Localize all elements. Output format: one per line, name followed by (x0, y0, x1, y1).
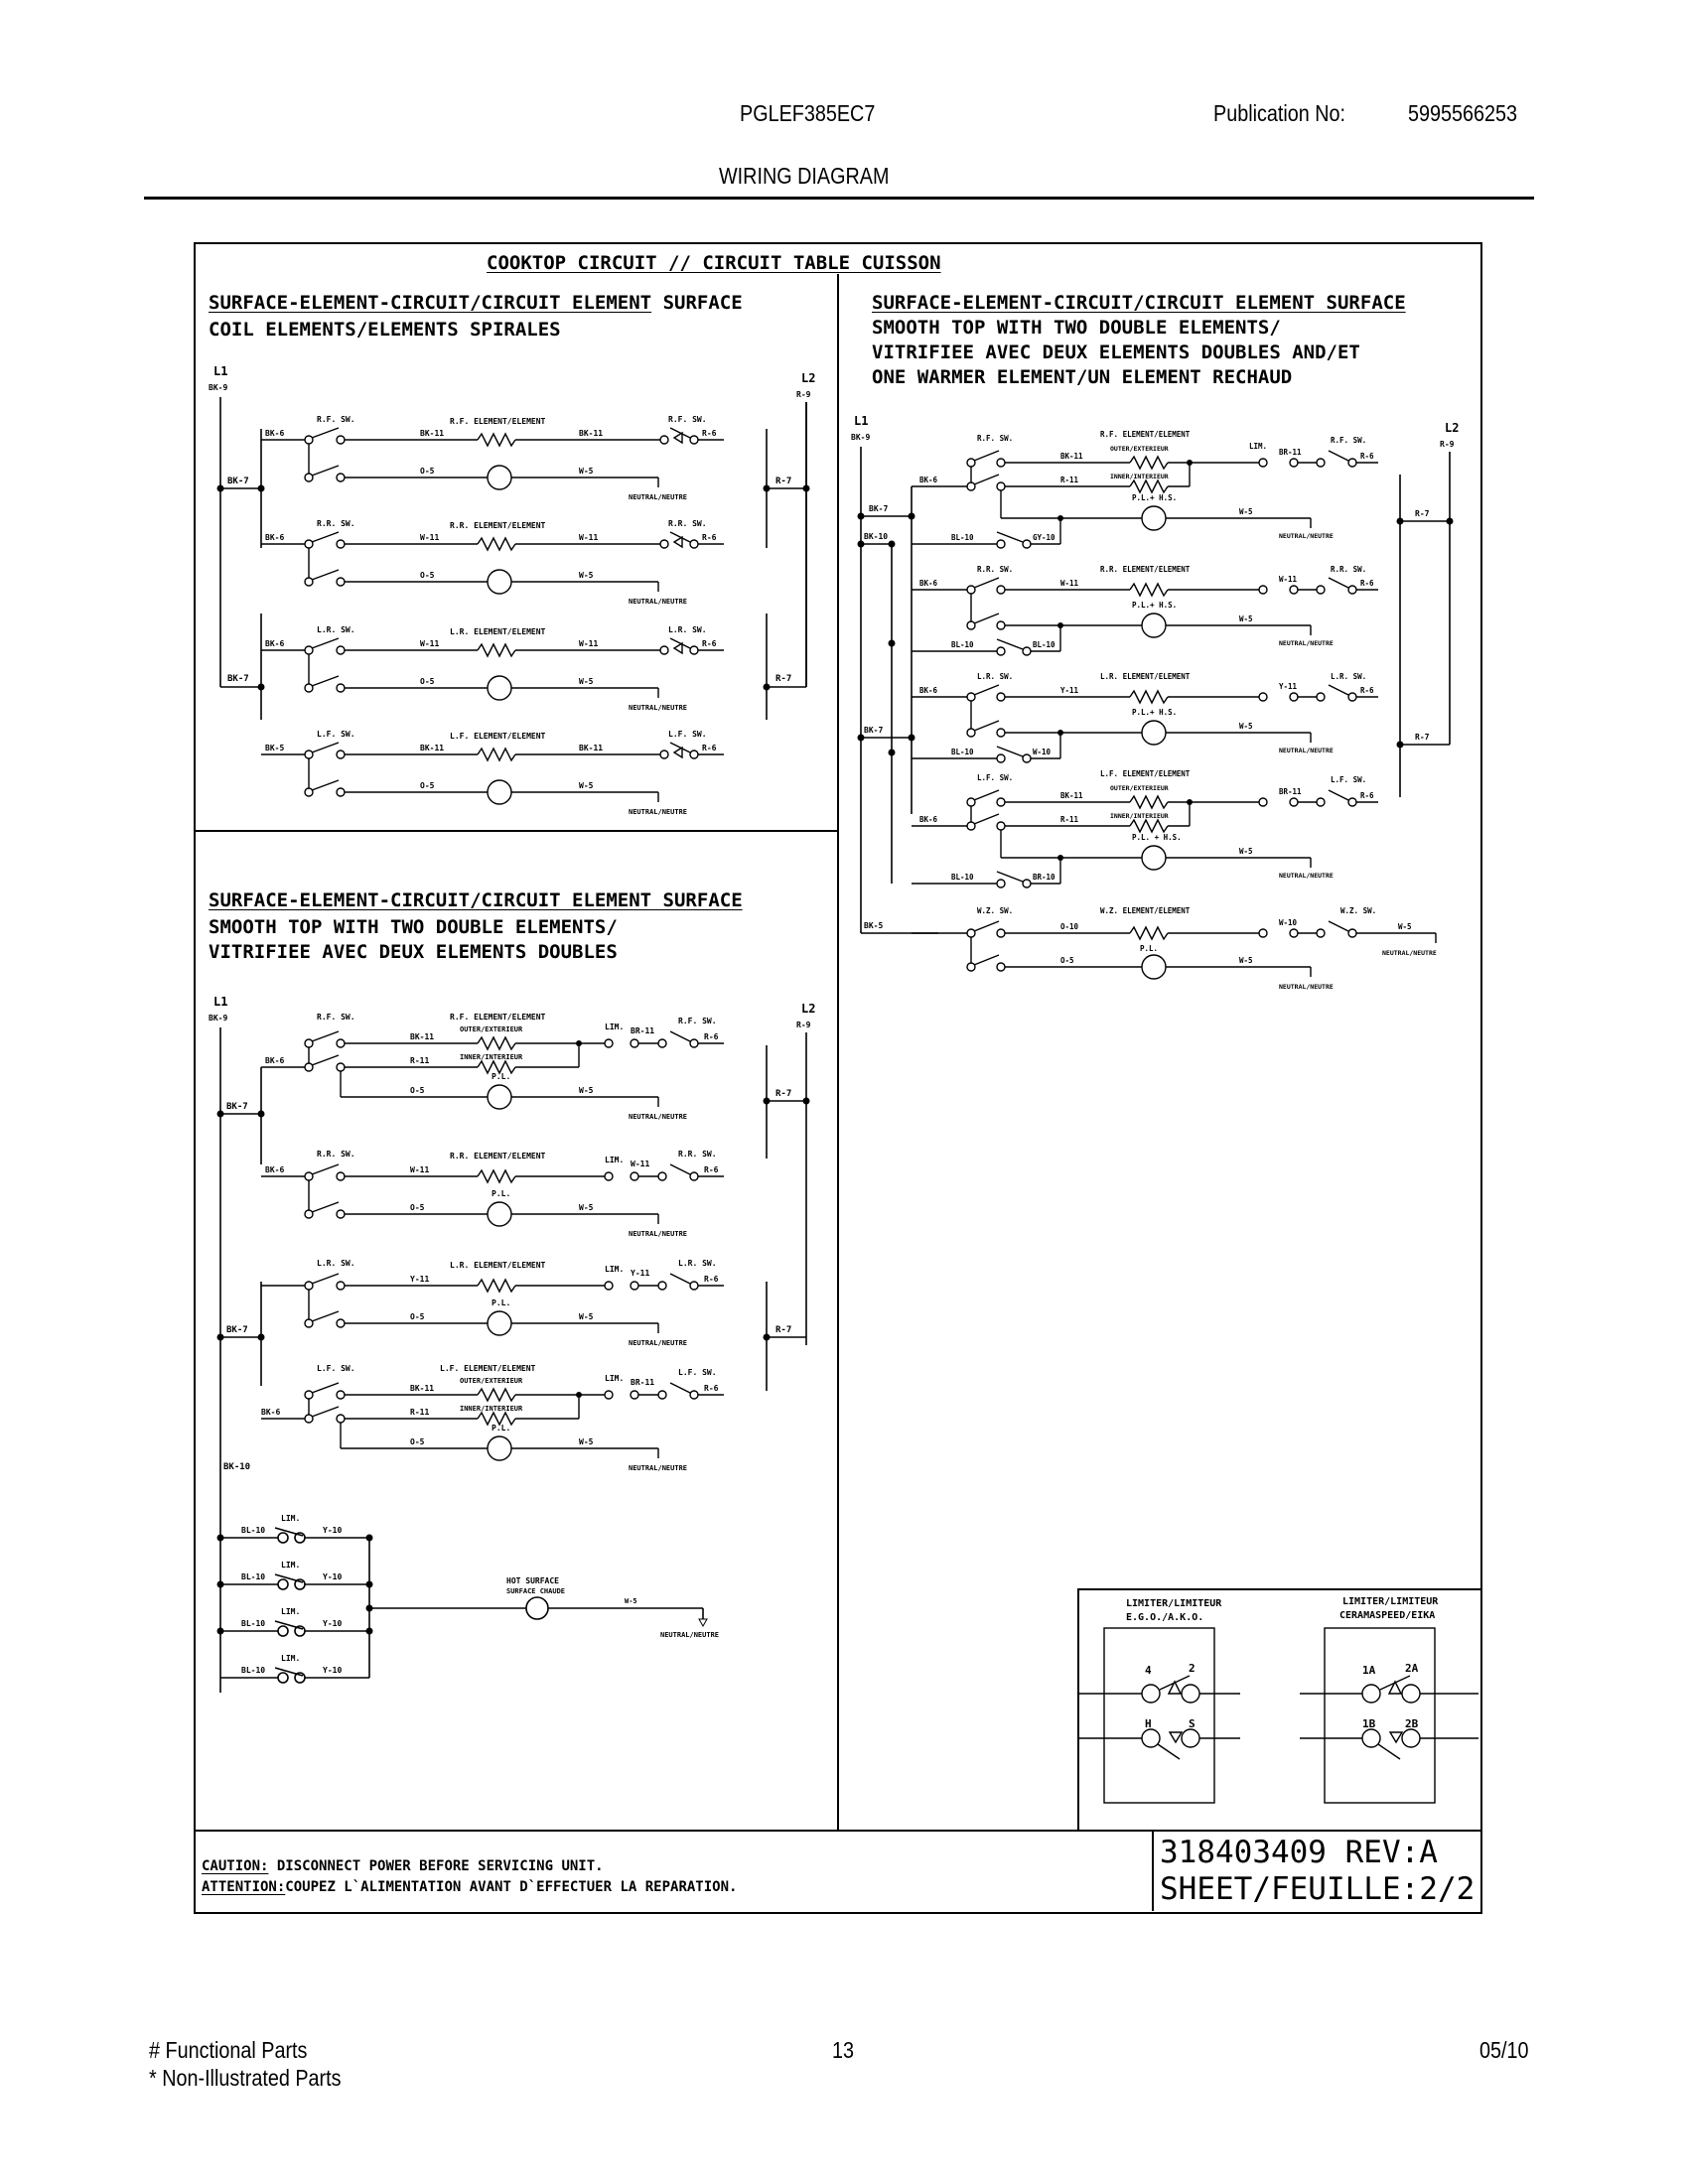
coil-lr-pl-out: W-5 (579, 677, 594, 686)
smooth-lf-return: R-6 (704, 1384, 719, 1393)
limiter-cera-title2: CERAMASPEED/EIKA (1339, 1610, 1436, 1621)
coil-rr-pl-out: W-5 (579, 571, 594, 580)
cera-terminal-1a: 1A (1362, 1664, 1376, 1677)
coil-rr-switch-label-right: R.R. SW. (668, 519, 707, 528)
smooth-rr-pl: P.L. (492, 1189, 511, 1198)
coil-rf-return: R-6 (702, 429, 717, 438)
smooth-lr-element: L.R. ELEMENT/ELEMENT (450, 1261, 546, 1270)
coil-bus-bk7-lower: BK-7 (227, 674, 249, 684)
coil-lr-wire-out: W-11 (579, 639, 599, 648)
coil-lf-wire-out: BK-11 (579, 744, 604, 752)
smooth-l2-wire: R-9 (796, 1021, 811, 1029)
smooth-bus-bk7-lower: BK-7 (226, 1325, 248, 1335)
warmer-lf-hs-in: BL-10 (951, 873, 974, 882)
warmer-lf-outer: OUTER/EXTERIEUR (1110, 784, 1169, 792)
coil-lr-switch-label-right: L.R. SW. (668, 625, 707, 634)
warmer-l1-label: L1 (854, 414, 869, 428)
smooth-rr-switch: R.R. SW. (317, 1150, 355, 1159)
smooth-rf-outer: OUTER/EXTERIEUR (460, 1025, 523, 1033)
hs-wire-out-3: Y-10 (323, 1619, 343, 1628)
caution-text: DISCONNECT POWER BEFORE SERVICING UNIT. (268, 1858, 604, 1874)
coil-rr-switch-label: R.R. SW. (317, 519, 355, 528)
smooth-rf-neutral: NEUTRAL/NEUTRE (629, 1113, 688, 1121)
warmer-l2-label: L2 (1445, 421, 1460, 435)
smooth-rr-lim-wire: W-11 (631, 1160, 650, 1168)
hs-limiter-4: LIM. (281, 1654, 301, 1663)
coil-lf-return: R-6 (702, 744, 717, 752)
smooth-rf-pl: P.L. (492, 1072, 511, 1081)
smooth-rf-wire-outer: BK-11 (410, 1032, 435, 1041)
warmer-rf-wire-outer: BK-11 (1060, 452, 1083, 461)
smooth-lf-outer: OUTER/EXTERIEUR (460, 1377, 523, 1385)
hot-surface-label: HOT SURFACE (506, 1576, 559, 1585)
smooth-rr-wire-in: W-11 (410, 1165, 430, 1174)
caution-label: CAUTION: (202, 1858, 269, 1874)
hs-neutral-wire: W-5 (625, 1597, 637, 1605)
warmer-rf-hs-in: BL-10 (951, 533, 974, 542)
smooth-panel-subtitle-2: VITRIFIEE AVEC DEUX ELEMENTS DOUBLES (209, 941, 618, 963)
warmer-rr-switch-right: R.R. SW. (1331, 565, 1367, 574)
coil-rf-switch-label: R.F. SW. (317, 415, 355, 424)
warmer-rf-wire-inner: R-11 (1060, 476, 1079, 484)
warmer-panel-title: SURFACE-ELEMENT-CIRCUIT/CIRCUIT ELEMENT SURFACE (872, 292, 1406, 314)
warmer-lr-hs-out: W-10 (1033, 748, 1052, 756)
warmer-lr-neutral: NEUTRAL/NEUTRE (1279, 747, 1334, 754)
smooth-bus-r7-lower: R-7 (775, 1325, 792, 1335)
smooth-l1-wire: BK-9 (209, 1014, 228, 1023)
model-number: PGLEF385EC7 (740, 100, 876, 126)
smooth-lf-pl-out: W-5 (579, 1437, 594, 1446)
warmer-rr-feed: BK-6 (919, 579, 938, 588)
warmer-lf-wire-inner: R-11 (1060, 815, 1079, 824)
smooth-lr-lim-wire: Y-11 (631, 1269, 650, 1278)
smooth-lr-switch: L.R. SW. (317, 1259, 355, 1268)
smooth-lr-pl: P.L. (492, 1298, 511, 1307)
hs-limiter-2: LIM. (281, 1561, 301, 1570)
smooth-lf-pl-in: O-5 (410, 1437, 425, 1446)
smooth-l2-label: L2 (801, 1002, 816, 1016)
warmer-rf-hs-out: GY-10 (1033, 533, 1055, 542)
warmer-rf-inner: INNER/INTERIEUR (1110, 473, 1169, 480)
smooth-lr-wire-in: Y-11 (410, 1275, 430, 1284)
warmer-lr-wire-in: Y-11 (1060, 686, 1079, 695)
warmer-bus-bk7-lower: BK-7 (864, 726, 884, 735)
warmer-wz-neutral-right: NEUTRAL/NEUTRE (1382, 949, 1437, 957)
warmer-lf-switch-right: L.F. SW. (1331, 775, 1367, 784)
header-rule (144, 197, 1534, 200)
smooth-rr-pl-in: O-5 (410, 1203, 425, 1212)
coil-l1-wire: BK-9 (209, 383, 228, 392)
warmer-lf-neutral: NEUTRAL/NEUTRE (1279, 872, 1334, 880)
coil-rf-element-label: R.F. ELEMENT/ELEMENT (450, 417, 546, 426)
warmer-lf-inner: INNER/INTERIEUR (1110, 812, 1169, 820)
coil-rf-switch-label-right: R.F. SW. (668, 415, 707, 424)
coil-rr-wire-in: W-11 (420, 533, 440, 542)
coil-lf-wire-in: BK-11 (420, 744, 445, 752)
coil-lr-element-label: L.R. ELEMENT/ELEMENT (450, 627, 546, 636)
publication-number: 5995566253 (1408, 100, 1518, 126)
coil-lf-pl-in: O-5 (420, 781, 435, 790)
coil-bus-r7: R-7 (775, 477, 792, 486)
warmer-wz-pl: P.L. (1140, 944, 1159, 953)
caution-line-fr (202, 1879, 737, 1895)
smooth-rf-pl-out: W-5 (579, 1086, 594, 1095)
smooth-lr-pl-in: O-5 (410, 1312, 425, 1321)
hs-neutral-label: NEUTRAL/NEUTRE (660, 1631, 720, 1639)
sheet-number: SHEET/FEUILLE:2/2 (1160, 1871, 1476, 1907)
warmer-rf-element: R.F. ELEMENT/ELEMENT (1100, 430, 1191, 439)
coil-lf-neutral: NEUTRAL/NEUTRE (629, 808, 688, 816)
attention-label: ATTENTION: (202, 1879, 286, 1895)
surface-chaude-label: SURFACE CHAUDE (506, 1587, 566, 1595)
warmer-lf-element: L.F. ELEMENT/ELEMENT (1100, 769, 1191, 778)
coil-lf-element-label: L.F. ELEMENT/ELEMENT (450, 732, 546, 741)
warmer-rr-hs-in: BL-10 (951, 640, 974, 649)
coil-rf-wire-in: BK-11 (420, 429, 445, 438)
coil-lr-switch-label: L.R. SW. (317, 625, 355, 634)
cooktop-circuit-title: COOKTOP CIRCUIT // CIRCUIT TABLE CUISSON (487, 252, 941, 274)
smooth-rr-return: R-6 (704, 1165, 719, 1174)
smooth-rf-wire-inner: R-11 (410, 1056, 430, 1065)
coil-lf-feed: BK-5 (265, 744, 285, 752)
smooth-rf-switch-right: R.F. SW. (678, 1017, 717, 1025)
smooth-lf-pl: P.L. (492, 1424, 511, 1433)
smooth-lr-neutral: NEUTRAL/NEUTRE (629, 1339, 688, 1347)
revision-date: 05/10 (1479, 2037, 1529, 2063)
warmer-wz-switch: W.Z. SW. (977, 906, 1014, 915)
smooth-lf-switch-right: L.F. SW. (678, 1368, 717, 1377)
smooth-rr-element: R.R. ELEMENT/ELEMENT (450, 1152, 546, 1160)
warmer-wz-neutral: NEUTRAL/NEUTRE (1279, 983, 1334, 991)
smooth-rf-element: R.F. ELEMENT/ELEMENT (450, 1013, 546, 1022)
warmer-wz-lim-wire: W-10 (1279, 918, 1298, 927)
warmer-lr-hs-in: BL-10 (951, 748, 974, 756)
warmer-bus-bk7: BK-7 (869, 504, 889, 513)
ego-terminal-2: 2 (1189, 1662, 1196, 1675)
coil-rr-return: R-6 (702, 533, 717, 542)
smooth-rf-inner: INNER/INTERIEUR (460, 1053, 523, 1061)
cera-terminal-2b: 2B (1405, 1717, 1419, 1730)
coil-panel-title-rest: SURFACE (651, 292, 743, 314)
coil-rf-pl-out: W-5 (579, 467, 594, 476)
coil-rf-feed: BK-6 (265, 429, 285, 438)
warmer-feed-bk5: BK-5 (864, 921, 884, 930)
coil-bus-bk7: BK-7 (227, 477, 249, 486)
smooth-panel-subtitle-1: SMOOTH TOP WITH TWO DOUBLE ELEMENTS/ (209, 916, 618, 938)
warmer-panel-subtitle-1: SMOOTH TOP WITH TWO DOUBLE ELEMENTS/ (872, 317, 1281, 339)
smooth-rr-neutral: NEUTRAL/NEUTRE (629, 1230, 688, 1238)
warmer-lr-switch-right: L.R. SW. (1331, 672, 1367, 681)
warmer-rr-lim-wire: W-11 (1279, 575, 1298, 584)
smooth-rf-limiter: LIM. (605, 1023, 625, 1031)
title-block-divider (1152, 1830, 1154, 1911)
smooth-l1-label: L1 (213, 995, 228, 1009)
warmer-l1-wire: BK-9 (851, 433, 871, 442)
legend-functional-parts: # Functional Parts (149, 2037, 308, 2063)
coil-rr-wire-out: W-11 (579, 533, 599, 542)
warmer-lr-element: L.R. ELEMENT/ELEMENT (1100, 672, 1191, 681)
limiter-cera-title1: LIMITER/LIMITEUR (1342, 1596, 1439, 1607)
publication-label: Publication No: (1213, 100, 1346, 126)
warmer-rf-switch: R.F. SW. (977, 434, 1014, 443)
warmer-lf-hs-out: BR-10 (1033, 873, 1055, 882)
warmer-wz-wire-in: O-10 (1060, 922, 1079, 931)
warmer-lf-feed: BK-6 (919, 815, 938, 824)
smooth-rf-pl-in: O-5 (410, 1086, 425, 1095)
coil-rf-neutral: NEUTRAL/NEUTRE (629, 493, 688, 501)
warmer-bus-bk10: BK-10 (864, 532, 889, 541)
ego-terminal-4: 4 (1145, 1664, 1152, 1677)
panel-divider-horizontal (194, 830, 839, 832)
smooth-bus-bk7: BK-7 (226, 1102, 248, 1112)
smooth-bus-r7: R-7 (775, 1089, 792, 1099)
smooth-lf-wire-outer: BK-11 (410, 1384, 435, 1393)
warmer-lf-switch: L.F. SW. (977, 773, 1014, 782)
warmer-rf-return: R-6 (1360, 452, 1374, 461)
warmer-rf-lim-wire: BR-11 (1279, 448, 1302, 457)
attention-text: COUPEZ L`ALIMENTATION AVANT D`EFFECTUER LA REPARATION. (285, 1879, 738, 1895)
coil-lf-switch-label-right: L.F. SW. (668, 730, 707, 739)
coil-lr-wire-in: W-11 (420, 639, 440, 648)
warmer-lr-lim-wire: Y-11 (1279, 682, 1298, 691)
coil-lr-neutral: NEUTRAL/NEUTRE (629, 704, 688, 712)
warmer-rr-hs-out: BL-10 (1033, 640, 1055, 649)
warmer-panel-subtitle-3: ONE WARMER ELEMENT/UN ELEMENT RECHAUD (872, 366, 1293, 388)
smooth-rr-limiter: LIM. (605, 1156, 625, 1164)
coil-rr-feed: BK-6 (265, 533, 285, 542)
smooth-rr-feed: BK-6 (265, 1165, 285, 1174)
warmer-rr-return: R-6 (1360, 579, 1374, 588)
smooth-rr-switch-right: R.R. SW. (678, 1150, 717, 1159)
coil-rr-neutral: NEUTRAL/NEUTRE (629, 598, 688, 606)
warmer-lf-wire-outer: BK-11 (1060, 791, 1083, 800)
warmer-circuit-rows (912, 427, 1448, 1003)
warmer-rr-switch: R.R. SW. (977, 565, 1014, 574)
smooth-rf-feed: BK-6 (265, 1056, 285, 1065)
coil-rr-pl-in: O-5 (420, 571, 435, 580)
warmer-lf-return: R-6 (1360, 791, 1374, 800)
warmer-lr-feed: BK-6 (919, 686, 938, 695)
warmer-bus-r7-lower: R-7 (1415, 733, 1430, 742)
warmer-rf-pl: P.L.+ H.S. (1132, 493, 1178, 502)
smooth-lr-limiter: LIM. (605, 1265, 625, 1274)
warmer-wz-pl-in: O-5 (1060, 956, 1074, 965)
coil-lr-feed: BK-6 (265, 639, 285, 648)
limiter-ego-title2: E.G.O./A.K.O. (1126, 1612, 1204, 1623)
cera-terminal-1b: 1B (1362, 1717, 1376, 1730)
smooth-circuit-rows (261, 1008, 777, 1474)
coil-rr-element-label: R.R. ELEMENT/ELEMENT (450, 521, 546, 530)
warmer-rf-pl-out: W-5 (1239, 507, 1253, 516)
hs-wire-out-1: Y-10 (323, 1526, 343, 1535)
hs-wire-out-2: Y-10 (323, 1572, 343, 1581)
smooth-bus-bk10: BK-10 (223, 1462, 251, 1472)
warmer-lr-pl: P.L.+ H.S. (1132, 708, 1178, 717)
caution-line-en (202, 1858, 604, 1874)
coil-l2-label: L2 (801, 371, 816, 385)
smooth-rr-pl-out: W-5 (579, 1203, 594, 1212)
warmer-lf-pl: P.L. + H.S. (1132, 833, 1182, 842)
warmer-rr-neutral: NEUTRAL/NEUTRE (1279, 639, 1334, 647)
smooth-panel-title: SURFACE-ELEMENT-CIRCUIT/CIRCUIT ELEMENT SURFACE (209, 889, 743, 911)
hs-wire-in-1: BL-10 (241, 1526, 266, 1535)
coil-lf-pl-out: W-5 (579, 781, 594, 790)
coil-circuit-rows (261, 412, 777, 829)
warmer-rr-pl: P.L.+ H.S. (1132, 601, 1178, 610)
smooth-rf-return: R-6 (704, 1032, 719, 1041)
warmer-wz-return: W-5 (1398, 922, 1412, 931)
coil-l1-label: L1 (213, 364, 228, 378)
coil-panel-title-underlined: SURFACE-ELEMENT-CIRCUIT/CIRCUIT ELEMENT (209, 292, 652, 314)
warmer-bus-r7: R-7 (1415, 509, 1430, 518)
warmer-rf-switch-right: R.F. SW. (1331, 436, 1367, 445)
hs-wire-in-3: BL-10 (241, 1619, 266, 1628)
warmer-wz-element: W.Z. ELEMENT/ELEMENT (1100, 906, 1191, 915)
page-title: WIRING DIAGRAM (719, 163, 890, 189)
hs-wire-in-2: BL-10 (241, 1572, 266, 1581)
coil-panel-subtitle: COIL ELEMENTS/ELEMENTS SPIRALES (209, 319, 561, 341)
coil-rf-wire-out: BK-11 (579, 429, 604, 438)
warmer-lr-pl-out: W-5 (1239, 722, 1253, 731)
smooth-lr-return: R-6 (704, 1275, 719, 1284)
document-number: 318403409 REV:A (1160, 1835, 1438, 1870)
coil-rf-pl-in: O-5 (420, 467, 435, 476)
smooth-lr-switch-right: L.R. SW. (678, 1259, 717, 1268)
warmer-rf-feed: BK-6 (919, 476, 938, 484)
warmer-rf-limiter: LIM. (1249, 442, 1268, 451)
warmer-wz-pl-out: W-5 (1239, 956, 1253, 965)
smooth-lf-feed: BK-6 (261, 1408, 281, 1417)
warmer-lf-pl-out: W-5 (1239, 847, 1253, 856)
hs-wire-in-4: BL-10 (241, 1666, 266, 1675)
warmer-lr-return: R-6 (1360, 686, 1374, 695)
coil-panel-title (209, 291, 743, 316)
warmer-panel-subtitle-2: VITRIFIEE AVEC DEUX ELEMENTS DOUBLES AND/ET (872, 341, 1360, 363)
limiter-legend (1079, 1590, 1478, 1829)
ego-terminal-h: H (1145, 1717, 1152, 1730)
coil-lf-switch-label: L.F. SW. (317, 730, 355, 739)
smooth-rf-switch: R.F. SW. (317, 1013, 355, 1022)
coil-lr-return: R-6 (702, 639, 717, 648)
warmer-rf-neutral: NEUTRAL/NEUTRE (1279, 532, 1334, 540)
warmer-l2-wire: R-9 (1440, 440, 1455, 449)
coil-lr-pl-in: O-5 (420, 677, 435, 686)
warmer-rf-outer: OUTER/EXTERIEUR (1110, 445, 1169, 453)
smooth-lf-limiter: LIM. (605, 1374, 625, 1383)
smooth-lr-pl-out: W-5 (579, 1312, 594, 1321)
warmer-lr-switch: L.R. SW. (977, 672, 1014, 681)
page-number: 13 (832, 2037, 855, 2063)
ego-terminal-s: S (1189, 1717, 1196, 1730)
warmer-lf-lim-wire: BR-11 (1279, 787, 1302, 796)
warmer-rr-wire-in: W-11 (1060, 579, 1079, 588)
cera-terminal-2a: 2A (1405, 1662, 1419, 1675)
coil-l2-wire: R-9 (796, 390, 811, 399)
limiter-ego-title1: LIMITER/LIMITEUR (1126, 1598, 1222, 1609)
smooth-lf-wire-inner: R-11 (410, 1408, 430, 1417)
warmer-wz-switch-right: W.Z. SW. (1340, 906, 1377, 915)
warmer-rr-element: R.R. ELEMENT/ELEMENT (1100, 565, 1191, 574)
smooth-lf-element: L.F. ELEMENT/ELEMENT (440, 1364, 536, 1373)
smooth-lf-neutral: NEUTRAL/NEUTRE (629, 1464, 688, 1472)
hs-wire-out-4: Y-10 (323, 1666, 343, 1675)
hs-limiter-3: LIM. (281, 1607, 301, 1616)
coil-bus-r7-lower: R-7 (775, 674, 792, 684)
smooth-rf-lim-wire: BR-11 (631, 1026, 655, 1035)
legend-non-illustrated-parts: * Non-Illustrated Parts (149, 2065, 342, 2091)
warmer-rr-pl-out: W-5 (1239, 614, 1253, 623)
smooth-lf-inner: INNER/INTERIEUR (460, 1405, 523, 1413)
smooth-lf-lim-wire: BR-11 (631, 1378, 655, 1387)
smooth-lf-switch: L.F. SW. (317, 1364, 355, 1373)
hs-limiter-1: LIM. (281, 1514, 301, 1523)
